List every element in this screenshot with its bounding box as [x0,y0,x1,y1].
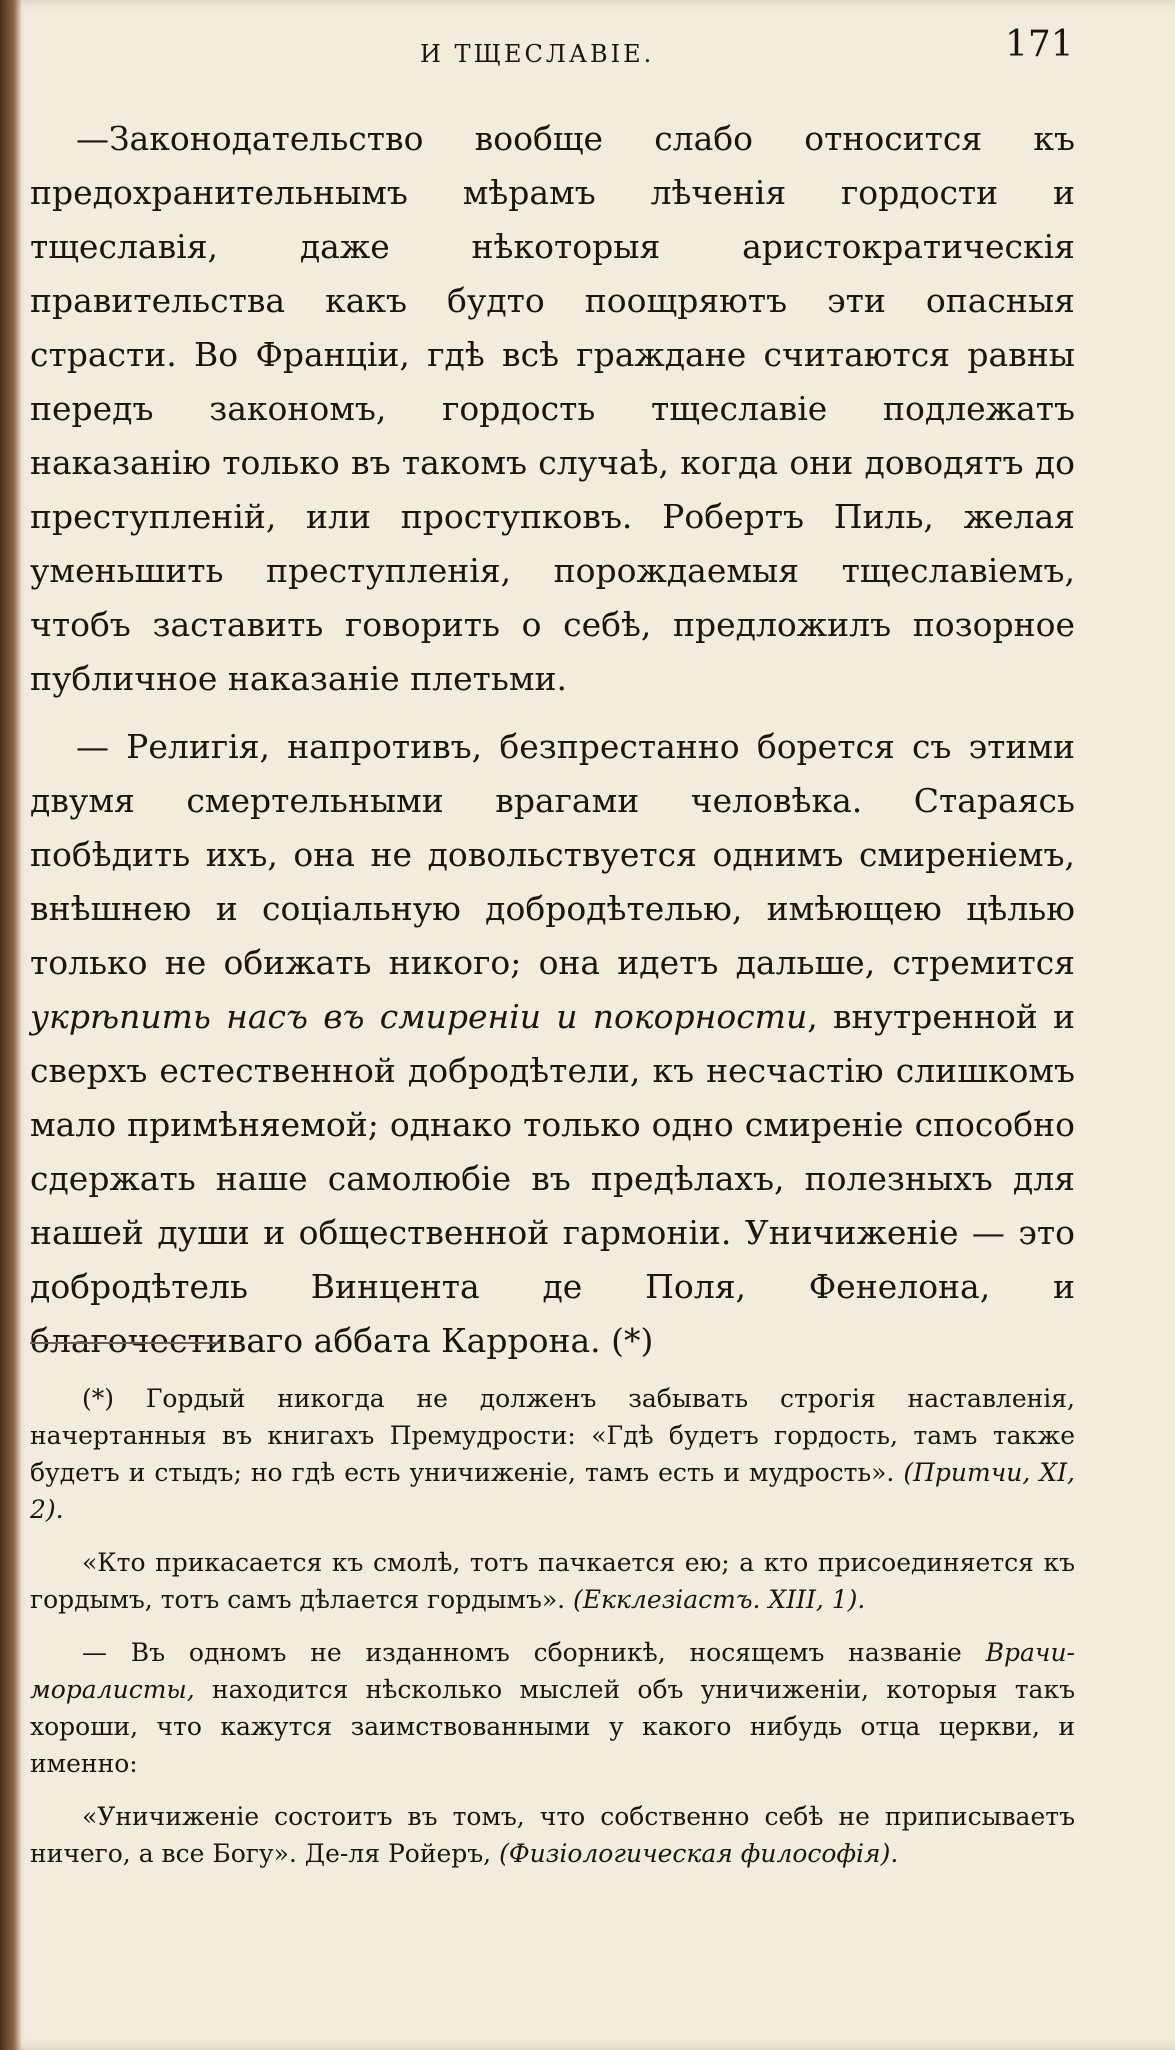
emphasis-text: укрѣпить насъ въ смиреніи и покорности [30,997,808,1036]
page-number: 171 [1005,24,1074,65]
text-run: «Кто прикасается къ смолѣ, тотъ пачкается ею; а кто присоединяется къ гордымъ, тотъ самъ дѣлается гордымъ». [30,1548,1075,1614]
footnote [30,1634,1075,1782]
paragraph: —Законодательство вообще слабо относится къ предохранительнымъ мѣрамъ лѣченія гордости и тщеславія, даже нѣкоторыя аристократическія правительства какъ будто поощряютъ эти опасныя страсти. Во Франціи, гдѣ всѣ граждане считаются равны передъ закономъ, гордость тщеславіе подлежатъ наказанію только въ такомъ случаѣ, когда они доводятъ до преступленій, или проступковъ. Робертъ Пиль, желая уменьшить преступленія, порождаемыя тщеславіемъ, чтобъ заставить говорить о себѣ, предложилъ позорное публичное наказаніе плетьми. [30,119,1075,698]
citation: (Притчи, XI, 2). [30,1458,1075,1524]
running-head: И ТЩЕСЛАВІЕ. [420,40,655,68]
text-run: — Религія, напротивъ, безпрестанно борется съ этими двумя смертельными врагами человѣка. Стараясь побѣдить ихъ, она не довольствуется однимъ смиреніемъ, внѣшнею и соціальную добродѣтелью, имѣющею цѣлью только не обижать никого; она идетъ дальше, стремится [30,727,1075,982]
text-run: , внутренной и сверхъ естественной добродѣтели, къ несчастію слишкомъ мало примѣняемой; однако только одно смиреніе способно сдержать наше самолюбіе въ предѣлахъ, полезныхъ для нашей души и общественной гармоніи. Уничиженіе — это добродѣтель Винцента де Поля, Фенелона, и благочестиваго аббата Каррона. (*) [30,997,1075,1360]
page-gutter-shadow [0,0,22,2050]
text-run: находится нѣсколько мыслей объ уничиженіи, которыя такъ хороши, что кажутся заимствованными у какого нибудь отца церкви, и именно: [30,1675,1075,1778]
footnote-rule [30,1342,220,1344]
footnote [30,1380,1075,1528]
footnotes [30,1380,1075,1888]
footnote [30,1798,1075,1872]
text-run: (*) Гордый никогда не долженъ забывать строгія наставленія, начертанныя въ книгахъ Премудрости: «Гдѣ будетъ гордость, тамъ также будетъ и стыдъ; но гдѣ есть уничиженіе, тамъ есть и мудрость». [30,1384,1075,1487]
main-text [30,112,1075,1382]
text-run: — Въ одномъ не изданномъ сборникѣ, носящемъ названіе [82,1638,986,1667]
citation: (Физіологическая философія). [499,1839,899,1868]
text-run: «Уничиженіе состоитъ въ томъ, что собственно себѣ не приписываетъ ничего, а все Богу». Де-ля Ройеръ, [30,1802,1075,1868]
footnote [30,1544,1075,1618]
paragraph [30,720,1075,1368]
citation: (Екклезіастъ. XIII, 1). [573,1585,866,1614]
emphasis-text: Врачи-моралисты, [30,1638,1075,1704]
